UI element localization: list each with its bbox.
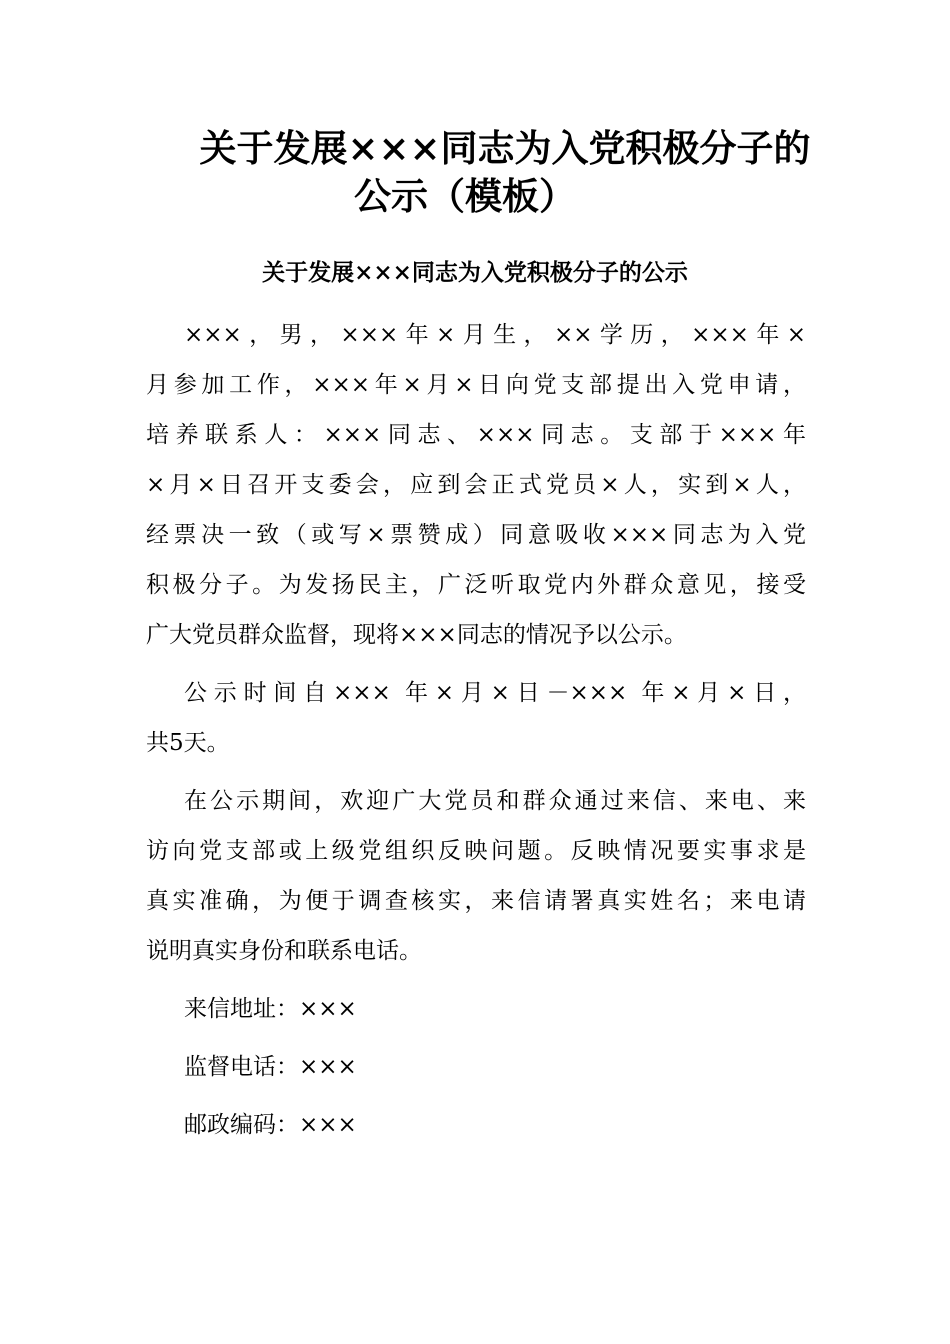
paragraph-3-line: 访向党支部或上级党组织反映问题。反映情况要实事求是 [146, 838, 806, 864]
paragraph-1-line: 培养联系人：×××同志、×××同志。支部于×××年 [146, 422, 806, 448]
announcement-subtitle: 关于发展×××同志为入党积极分子的公示 [262, 259, 688, 286]
paragraph-2-line: 共5天。 [146, 730, 230, 756]
paragraph-1-line: ×××，男，×××年×月生，××学历，×××年× [184, 322, 806, 348]
paragraph-1-line: ×月×日召开支委会，应到会正式党员×人，实到×人， [146, 472, 806, 498]
paragraph-1-line: 经票决一致（或写×票赞成）同意吸收×××同志为入党 [146, 522, 806, 548]
paragraph-1-line: 月参加工作，×××年×月×日向党支部提出入党申请， [146, 372, 806, 398]
postal-code-line: 邮政编码：××× [184, 1112, 357, 1138]
supervision-phone-line: 监督电话：××× [184, 1054, 357, 1080]
document-title-line-1: 关于发展×××同志为入党积极分子的 [199, 126, 811, 170]
paragraph-3-line: 在公示期间，欢迎广大党员和群众通过来信、来电、来 [184, 788, 806, 814]
paragraph-2-line: 公示时间自××× 年×月×日－××× 年×月×日， [184, 680, 806, 706]
paragraph-1-line: 广大党员群众监督，现将×××同志的情况予以公示。 [146, 622, 687, 648]
paragraph-1-line: 积极分子。为发扬民主，广泛听取党内外群众意见，接受 [146, 572, 806, 598]
mailing-address-line: 来信地址：××× [184, 996, 357, 1022]
document-title-line-2: 公示（模板） [354, 174, 576, 218]
paragraph-3-line: 说明真实身份和联系电话。 [146, 938, 422, 964]
paragraph-3-line: 真实准确，为便于调查核实，来信请署真实姓名；来电请 [146, 888, 806, 914]
